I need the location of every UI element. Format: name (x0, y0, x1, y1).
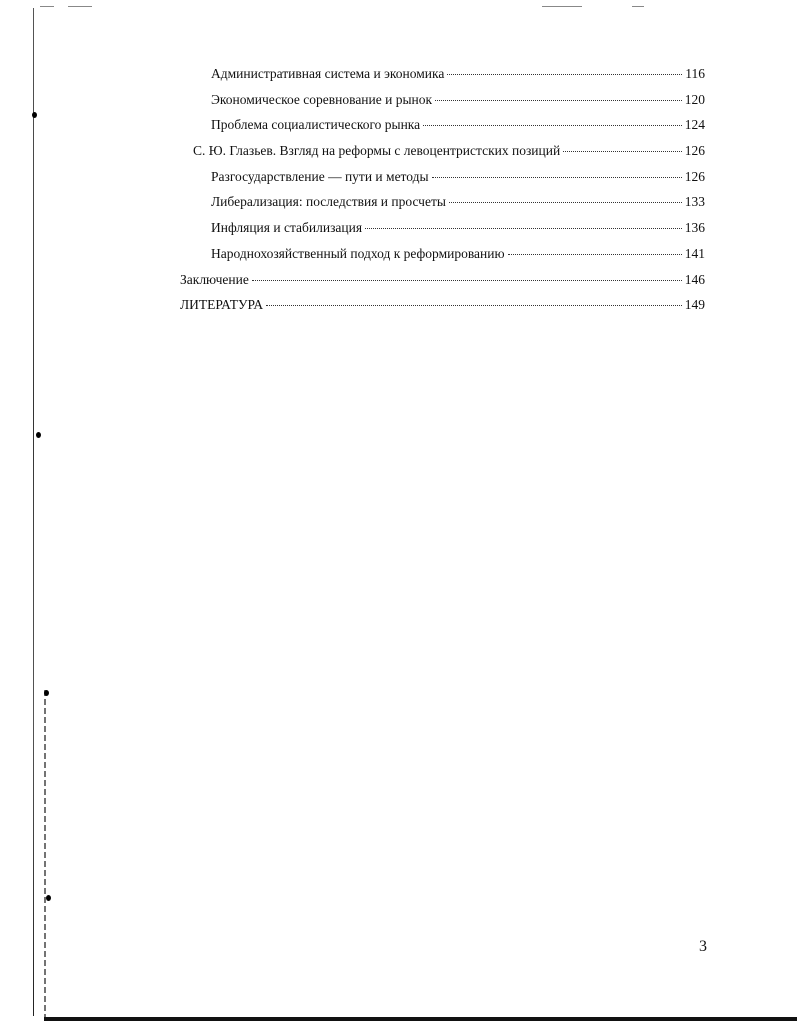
scan-edge-left-inner (44, 690, 46, 1020)
toc-entry (180, 115, 705, 141)
dot-leader (252, 280, 682, 281)
toc-entry (180, 90, 705, 116)
table-of-contents (180, 64, 705, 321)
toc-entry-page: 149 (684, 297, 705, 313)
toc-entry-page: 146 (684, 271, 705, 287)
toc-entry-title: ЛИТЕРАТУРА (180, 297, 264, 313)
binding-hole-mark (32, 112, 37, 118)
dot-leader (432, 177, 682, 178)
toc-entry-page: 141 (684, 245, 705, 261)
binding-hole-mark (44, 690, 49, 696)
toc-entry-title: Инфляция и стабилизация (211, 220, 363, 236)
toc-entry (180, 64, 705, 90)
toc-entry-page: 133 (684, 194, 705, 210)
scan-edge-left (33, 8, 34, 1016)
toc-entry-title: С. Ю. Глазьев. Взгляд на реформы с левоцентристских позиций (193, 143, 561, 159)
toc-entry (180, 295, 705, 321)
dot-leader (449, 202, 682, 203)
binding-hole-mark (46, 895, 51, 901)
toc-entry-page: 126 (684, 143, 705, 159)
toc-entry-title: Либерализация: последствия и просчеты (211, 194, 446, 210)
dot-leader (508, 254, 682, 255)
toc-entry-title: Разгосударствление — пути и методы (211, 168, 429, 184)
toc-entry (180, 167, 705, 193)
dot-leader (365, 228, 682, 229)
toc-entry (180, 270, 705, 296)
scan-mark-top (68, 6, 92, 7)
dot-leader (563, 151, 682, 152)
scan-mark-top (40, 6, 54, 7)
toc-entry (180, 218, 705, 244)
dot-leader (423, 125, 682, 126)
page-number: 3 (699, 938, 707, 955)
toc-entry-title: Административная система и экономика (211, 66, 445, 81)
toc-entry-page: 136 (684, 220, 705, 236)
toc-entry-title: Народнохозяйственный подход к реформированию (211, 245, 505, 261)
dot-leader (447, 74, 682, 75)
scan-mark-top (632, 6, 644, 7)
binding-hole-mark (36, 432, 41, 438)
toc-entry-page: 116 (685, 66, 705, 81)
toc-entry-title: Проблема социалистического рынка (211, 117, 421, 133)
toc-entry-page: 124 (684, 117, 705, 133)
dot-leader (266, 305, 682, 306)
toc-entry (180, 244, 705, 270)
scan-edge-bottom (44, 1017, 797, 1021)
dot-leader (435, 100, 682, 101)
toc-entry-title: Экономическое соревнование и рынок (211, 91, 433, 107)
toc-entry-page: 126 (684, 168, 705, 184)
toc-entry-title: Заключение (180, 271, 249, 287)
toc-entry (180, 192, 705, 218)
toc-entry (180, 141, 705, 167)
toc-entry-page: 120 (684, 91, 705, 107)
scan-mark-top (542, 6, 582, 7)
